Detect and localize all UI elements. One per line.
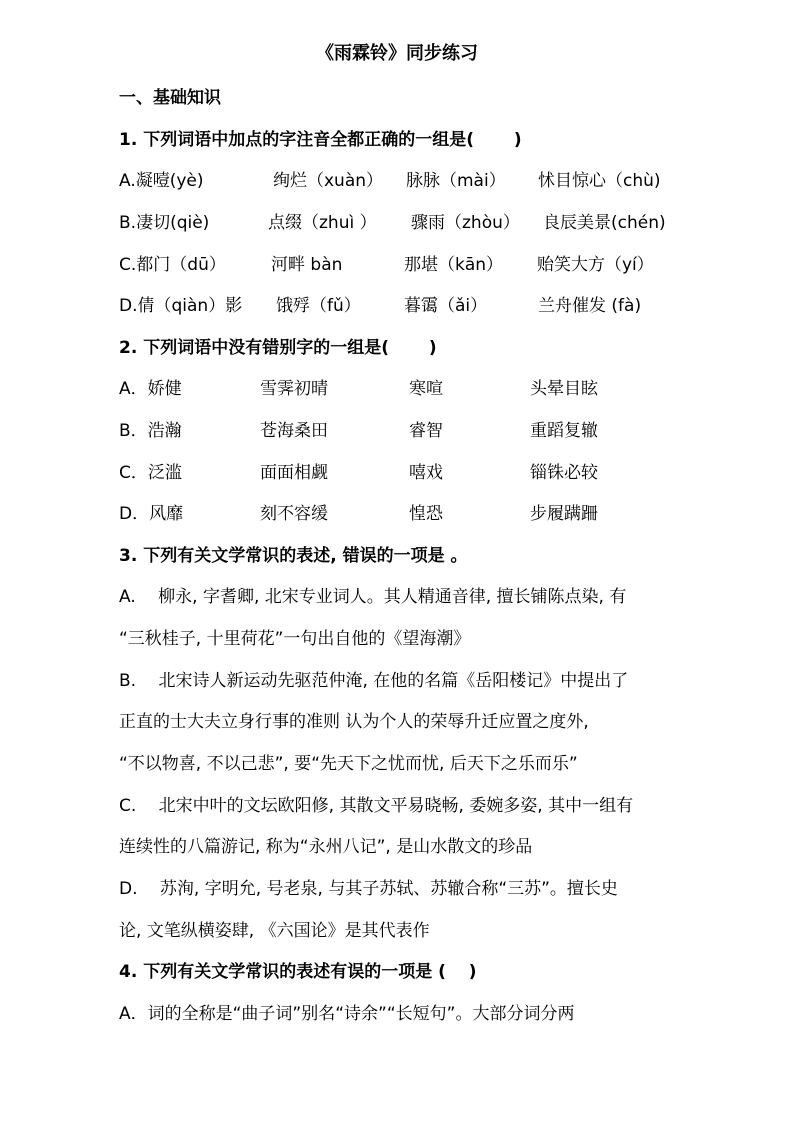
option-cell: 头晕目眩 [530,379,598,399]
option-cell: 那堪（kān） [404,255,504,275]
option-cell: 点缀（zhuì ） [268,213,377,233]
option-cell: 步履蹒跚 [530,504,598,524]
option-cell: B.凄切(qiè) [119,213,210,233]
option-cell: 寒喧 [409,379,443,399]
option-cell: 嘻戏 [409,463,443,483]
question-3-line: C. 北宋中叶的文坛欧阳修, 其散文平易晓畅, 委婉多姿, 其中一组有 [119,796,634,816]
option-cell: D.倩（qiàn）影 [119,296,243,316]
question-3-line: “不以物喜, 不以己悲”, 要“先天下之忧而忧, 后天下之乐而乐” [119,754,578,774]
option-cell: 面面相觑 [260,463,328,483]
option-cell: 脉脉（mài） [406,171,506,191]
question-3-line: B. 北宋诗人新运动先驱范仲淹, 在他的名篇《岳阳楼记》中提出了 [119,671,629,691]
option-cell: A.凝噎(yè) [119,171,204,191]
question-3-line: A. 柳永, 字耆卿, 北宋专业词人。其人精通音律, 擅长铺陈点染, 有 [119,587,627,607]
option-cell: 贻笑大方（yí） [537,255,654,275]
question-2-stem: 2. 下列词语中没有错别字的一组是( ) [119,338,437,358]
page-title: 《雨霖铃》同步练习 [316,43,478,64]
option-cell: D．风靡 [119,504,184,524]
question-3-line: D. 苏洵, 字明允, 号老泉, 与其子苏轼、苏辙合称“三苏”。擅长史 [119,879,618,899]
option-cell: A．娇健 [119,379,182,399]
option-cell: 兰舟催发 (fà) [538,296,642,316]
option-cell: 重蹈复辙 [530,421,598,441]
question-3-line: “三秋桂子, 十里荷花”一句出自他的《望海潮》 [119,629,471,649]
question-1-stem: 1. 下列词语中加点的字注音全都正确的一组是( ) [119,130,522,150]
option-cell: 雪霁初晴 [260,379,328,399]
option-cell: 惶恐 [409,504,443,524]
question-4-line: A．词的全称是“曲子词”别名“诗余”“长短句”。大部分词分两 [119,1004,575,1024]
option-cell: 暮霭（ǎi） [404,296,488,316]
option-cell: 良辰美景(chén) [543,213,666,233]
option-cell: B．浩瀚 [119,421,182,441]
question-3-line: 论, 文笔纵横姿肆, 《六国论》是其代表作 [119,921,430,941]
option-cell: 饿殍（fǔ） [276,296,361,316]
option-cell: 睿智 [409,421,443,441]
question-3-stem: 3. 下列有关文学常识的表述, 错误的一项是 。 [119,546,468,566]
section-heading: 一、基础知识 [119,88,221,108]
option-cell: 刻不容缓 [260,504,328,524]
option-cell: 苍海桑田 [260,421,328,441]
question-3-line: 连续性的八篇游记, 称为“永州八记”, 是山水散文的珍品 [119,837,533,857]
option-cell: 怵目惊心（chù) [538,171,661,191]
option-cell: 绚烂（xuàn） [273,171,384,191]
option-cell: 河畔 bàn [271,255,343,275]
option-cell: 锱铢必较 [530,463,598,483]
option-cell: C．泛滥 [119,463,182,483]
option-cell: C.都门（dū） [119,255,226,275]
question-4-stem: 4. 下列有关文学常识的表述有误的一项是 ( ) [119,962,477,982]
question-3-line: 正直的士大夫立身行事的准则 认为个人的荣辱升迁应置之度外, [119,712,589,732]
option-cell: 骤雨（zhòu） [411,213,520,233]
